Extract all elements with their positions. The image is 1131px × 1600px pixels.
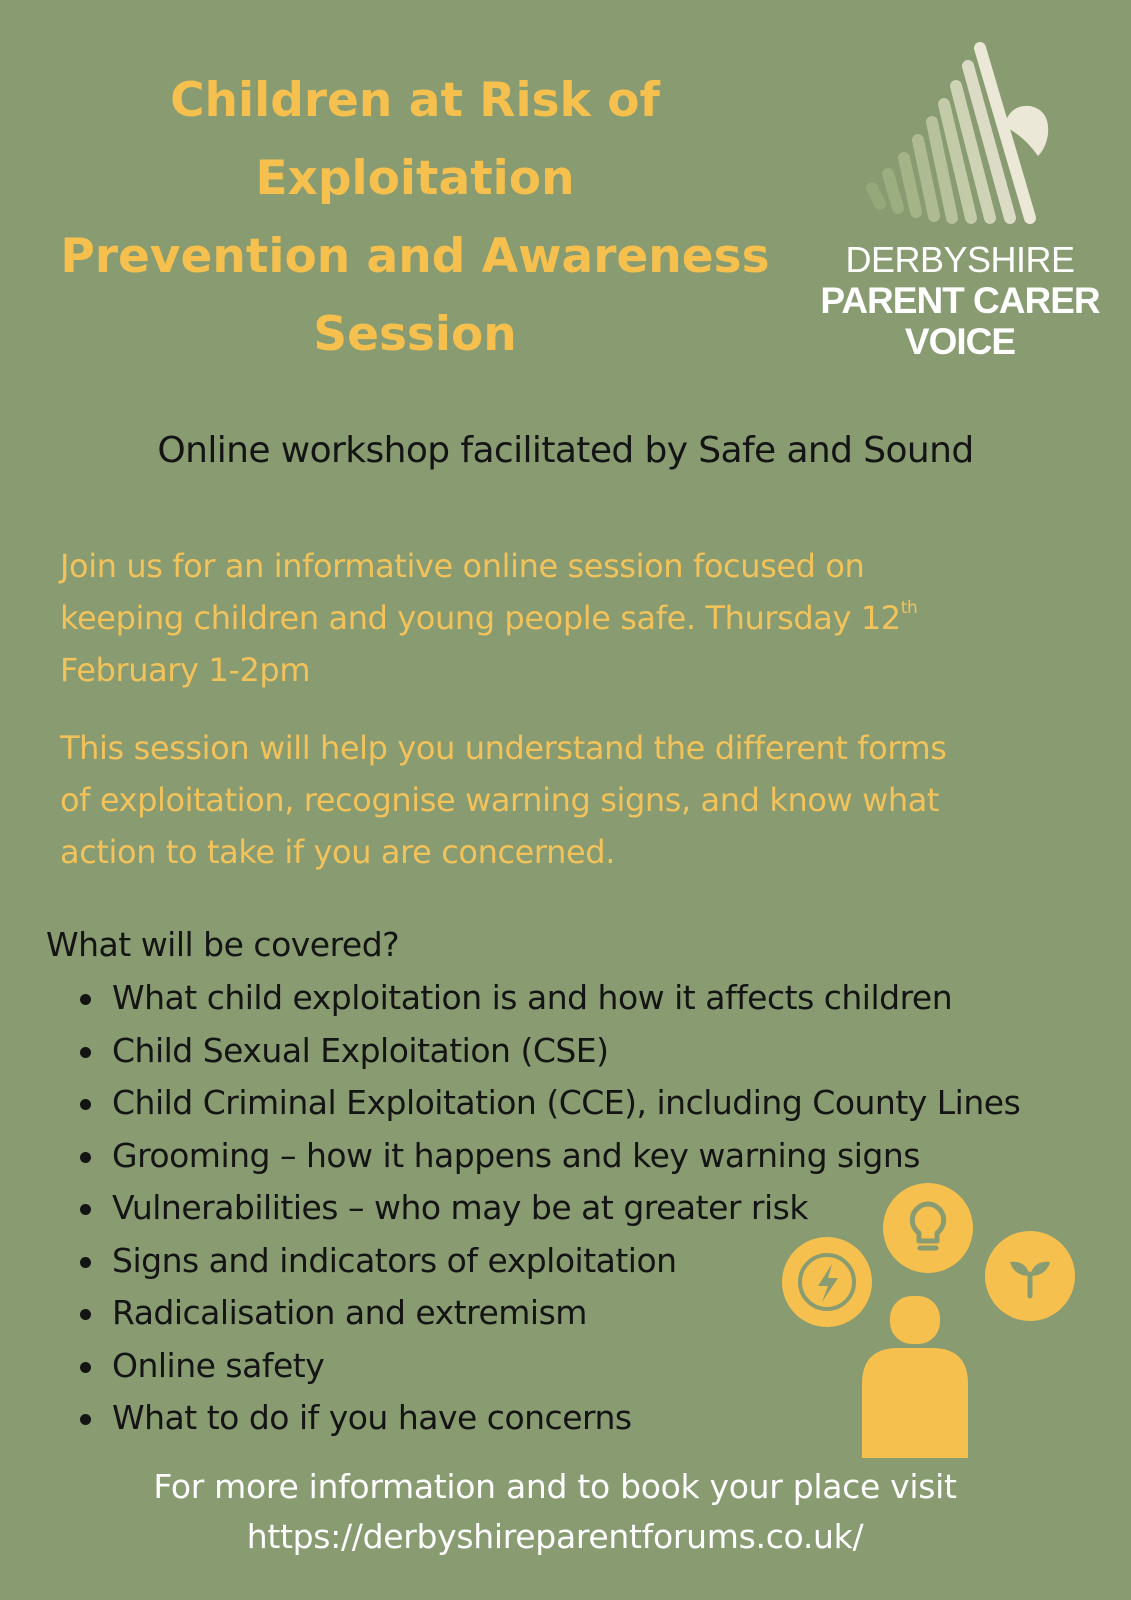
- list-item: Signs and indicators of exploitation: [76, 1235, 1020, 1288]
- person-ideas-illustration: [780, 1178, 1080, 1458]
- sprout-icon: [985, 1231, 1075, 1321]
- intro-paragraph: [60, 540, 1070, 696]
- list-item: Child Sexual Exploitation (CSE): [76, 1025, 1020, 1078]
- description-paragraph: [60, 722, 1070, 878]
- date-ordinal-suffix: th: [900, 598, 918, 618]
- list-item: What to do if you have concerns: [76, 1392, 1020, 1445]
- title-line-4: Session: [313, 307, 517, 362]
- list-item: Radicalisation and extremism: [76, 1287, 1020, 1340]
- description-line-3: action to take if you are concerned.: [60, 833, 615, 871]
- title-line-1: Children at Risk of: [170, 73, 660, 128]
- list-item: What child exploitation is and how it affects children: [76, 972, 1020, 1025]
- logo-line-1: DERBYSHIRE: [845, 239, 1075, 280]
- title-line-2: Exploitation: [255, 151, 575, 206]
- intro-line-2: [60, 592, 1070, 644]
- derbyshire-parent-carer-voice-logo: [820, 40, 1100, 380]
- footer-line-1: For more information and to book your place visit: [153, 1467, 957, 1506]
- booking-link[interactable]: https://derbyshireparentforums.co.uk/: [246, 1517, 864, 1556]
- intro-line-2-text: keeping children and young people safe. Thursday 12: [60, 599, 901, 637]
- intro-line-3: February 1-2pm: [60, 651, 311, 689]
- logo-stripes-icon: [860, 40, 1060, 230]
- logo-line-3: VOICE: [904, 321, 1016, 362]
- subtitle: Online workshop facilitated by Safe and Sound: [157, 430, 974, 471]
- intro-line-1: Join us for an informative online session focused on: [60, 547, 865, 585]
- covered-heading: What will be covered?: [46, 925, 400, 964]
- person-icon: [862, 1296, 968, 1458]
- list-item: Grooming – how it happens and key warning signs: [76, 1130, 1020, 1183]
- list-item: Online safety: [76, 1340, 1020, 1393]
- logo-line-2: PARENT CARER: [820, 280, 1100, 321]
- logo-text: [820, 240, 1100, 362]
- list-item: Vulnerabilities – who may be at greater risk: [76, 1182, 1020, 1235]
- lightning-icon: [782, 1237, 872, 1327]
- page-title: [40, 62, 790, 374]
- title-line-3: Prevention and Awareness: [60, 229, 770, 284]
- description-line-1: This session will help you understand the different forms: [60, 729, 947, 767]
- lightbulb-icon: [883, 1183, 973, 1273]
- description-line-2: of exploitation, recognise warning signs, and know what: [60, 781, 940, 819]
- footer: [0, 1462, 1110, 1562]
- list-item: Child Criminal Exploitation (CCE), including County Lines: [76, 1077, 1020, 1130]
